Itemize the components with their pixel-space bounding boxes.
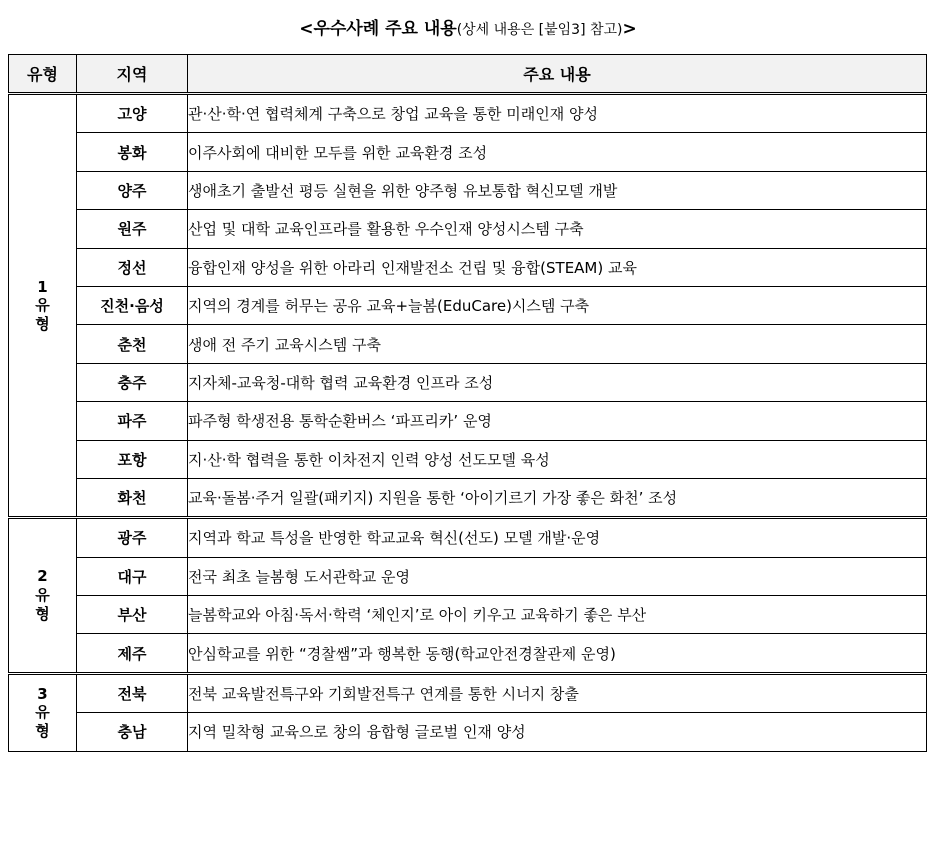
table-row <box>9 713 927 751</box>
content-cell: 이주사회에 대비한 모두를 위한 교육환경 조성 <box>188 133 927 171</box>
type-cell <box>9 673 77 751</box>
table-row <box>9 325 927 363</box>
table-row <box>9 171 927 209</box>
content-cell: 지역 밀착형 교육으로 창의 융합형 글로벌 인재 양성 <box>188 713 927 751</box>
type-label-line: 형 <box>35 722 50 741</box>
header-type: 유형 <box>9 55 77 94</box>
region-cell: 양주 <box>77 171 188 209</box>
content-cell: 지역의 경계를 허무는 공유 교육+늘봄(EduCare)시스템 구축 <box>188 286 927 324</box>
table-row <box>9 286 927 324</box>
table-caption <box>0 14 936 39</box>
region-cell: 파주 <box>77 402 188 440</box>
region-cell: 광주 <box>77 518 188 557</box>
content-cell: 지·산·학 협력을 통한 이차전지 인력 양성 선도모델 육성 <box>188 440 927 478</box>
table-row <box>9 634 927 673</box>
region-cell: 대구 <box>77 557 188 595</box>
header-row <box>9 55 927 94</box>
table-row <box>9 596 927 634</box>
type-label-line: 2 <box>37 567 48 586</box>
table-row <box>9 94 927 133</box>
table-row <box>9 363 927 401</box>
region-cell: 봉화 <box>77 133 188 171</box>
table-row <box>9 440 927 478</box>
content-cell: 지자체-교육청-대학 협력 교육환경 인프라 조성 <box>188 363 927 401</box>
type-label-line: 유 <box>35 296 50 315</box>
region-cell: 정선 <box>77 248 188 286</box>
type-label-line: 1 <box>37 277 48 296</box>
content-cell: 전국 최초 늘봄형 도서관학교 운영 <box>188 557 927 595</box>
caption-main: <우수사례 주요 내용 <box>299 19 457 39</box>
region-cell: 제주 <box>77 634 188 673</box>
caption-note: (상세 내용은 [붙임3] 참고) <box>456 22 623 38</box>
region-cell: 춘천 <box>77 325 188 363</box>
best-practice-table <box>8 54 927 752</box>
header-content: 주요 내용 <box>188 55 927 94</box>
table-row <box>9 248 927 286</box>
table-row <box>9 133 927 171</box>
content-cell: 생애초기 출발선 평등 실현을 위한 양주형 유보통합 혁신모델 개발 <box>188 171 927 209</box>
region-cell: 고양 <box>77 94 188 133</box>
region-cell: 진천·음성 <box>77 286 188 324</box>
table-row <box>9 210 927 248</box>
table-row <box>9 402 927 440</box>
type-cell <box>9 94 77 518</box>
table-row <box>9 478 927 517</box>
type-label-line: 형 <box>35 604 50 623</box>
type-label-line: 형 <box>35 315 50 334</box>
type-label-line: 유 <box>35 586 50 605</box>
region-cell: 포항 <box>77 440 188 478</box>
content-cell: 산업 및 대학 교육인프라를 활용한 우수인재 양성시스템 구축 <box>188 210 927 248</box>
type-label-line: 3 <box>37 684 48 703</box>
content-cell: 지역과 학교 특성을 반영한 학교교육 혁신(선도) 모델 개발·운영 <box>188 518 927 557</box>
region-cell: 부산 <box>77 596 188 634</box>
content-cell: 융합인재 양성을 위한 아라리 인재발전소 건립 및 융합(STEAM) 교육 <box>188 248 927 286</box>
table-row <box>9 518 927 557</box>
content-cell: 늘봄학교와 아침·독서·학력 ‘체인지’로 아이 키우고 교육하기 좋은 부산 <box>188 596 927 634</box>
table-row <box>9 557 927 595</box>
content-cell: 교육·돌봄·주거 일괄(패키지) 지원을 통한 ‘아이기르기 가장 좋은 화천’ 조성 <box>188 478 927 517</box>
table-body <box>9 94 927 752</box>
content-cell: 생애 전 주기 교육시스템 구축 <box>188 325 927 363</box>
caption-close: > <box>622 19 637 39</box>
content-cell: 전북 교육발전특구와 기회발전특구 연계를 통한 시너지 창출 <box>188 673 927 712</box>
content-cell: 파주형 학생전용 통학순환버스 ‘파프리카’ 운영 <box>188 402 927 440</box>
type-label-line: 유 <box>35 703 50 722</box>
region-cell: 전북 <box>77 673 188 712</box>
table-row <box>9 673 927 712</box>
region-cell: 충주 <box>77 363 188 401</box>
region-cell: 충남 <box>77 713 188 751</box>
header-region: 지역 <box>77 55 188 94</box>
content-cell: 안심학교를 위한 “경찰쌤”과 행복한 동행(학교안전경찰관제 운영) <box>188 634 927 673</box>
region-cell: 화천 <box>77 478 188 517</box>
type-cell <box>9 518 77 674</box>
content-cell: 관·산·학·연 협력체계 구축으로 창업 교육을 통한 미래인재 양성 <box>188 94 927 133</box>
region-cell: 원주 <box>77 210 188 248</box>
